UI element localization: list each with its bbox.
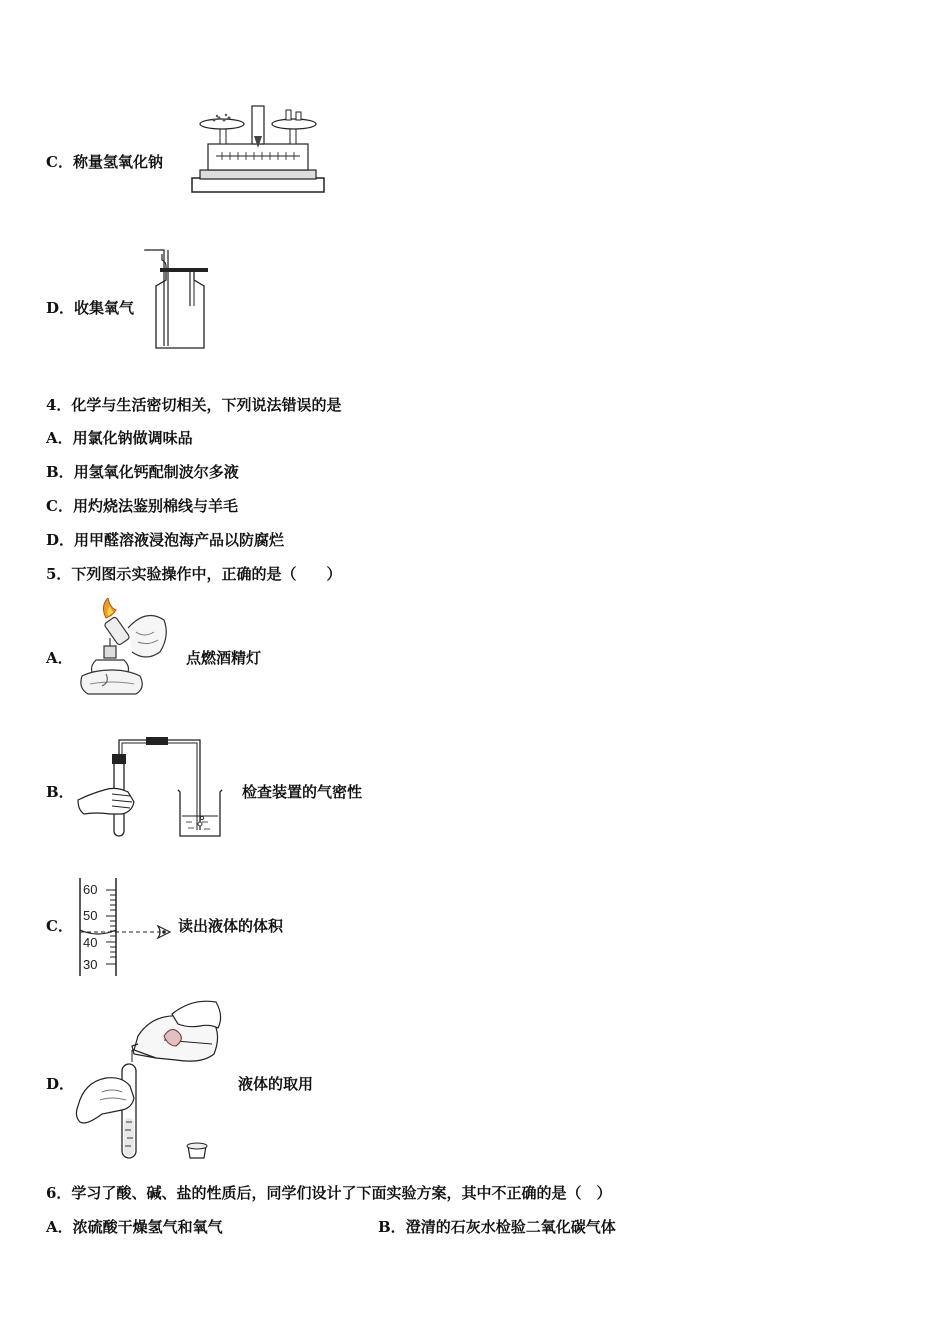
q5-option-c-text: 读出液体的体积 — [178, 917, 284, 935]
q5-stem: 5．下列图示实验操作中，正确的是（ ） — [46, 565, 342, 583]
scale-label-60: 60 — [83, 882, 98, 897]
option-text: 用氢氧化钙配制波尔多液 — [73, 463, 239, 481]
q4-option-a — [46, 428, 193, 448]
q4-option-c — [46, 496, 238, 516]
option-letter: D． — [46, 531, 75, 549]
q5-option-c-letter: C． — [46, 917, 73, 935]
option-letter: C． — [46, 497, 73, 515]
q4-option-b — [46, 462, 239, 482]
q4-stem: 4．化学与生活密切相关，下列说法错误的是 — [46, 396, 342, 414]
airtightness-check-illustration — [76, 730, 226, 840]
option-text: 收集氧气 — [74, 299, 135, 317]
liquid-pouring-illustration — [72, 994, 228, 1164]
option-text: 用氯化钠做调味品 — [72, 429, 193, 447]
q5-option-b-letter: B． — [46, 783, 74, 801]
option-text: 用甲醛溶液浸泡海产品以防腐烂 — [74, 531, 285, 549]
option-letter: A． — [46, 1218, 73, 1236]
option-text: 用灼烧法鉴别棉线与羊毛 — [72, 497, 238, 515]
q5-option-d-text: 液体的取用 — [238, 1075, 314, 1093]
alcohol-lamp-illustration — [72, 598, 172, 702]
q6-option-b — [378, 1217, 616, 1237]
scale-label-50: 50 — [83, 908, 98, 923]
option-text: 澄清的石灰水检验二氧化碳气体 — [405, 1218, 616, 1236]
option-text: 称量氢氧化钠 — [72, 153, 163, 171]
graduated-cylinder-illustration — [74, 876, 178, 978]
q3-option-c — [46, 152, 163, 172]
gas-collection-bottle-illustration — [140, 246, 212, 352]
q3-option-d — [46, 298, 134, 318]
option-letter: A． — [46, 429, 73, 447]
q5-option-d-letter: D． — [46, 1075, 75, 1093]
q6-option-a — [46, 1217, 223, 1237]
q6-stem: 6．学习了酸、碱、盐的性质后，同学们设计了下面实验方案，其中不正确的是（ ） — [46, 1184, 612, 1202]
option-letter: B． — [46, 463, 74, 481]
option-letter: D． — [46, 299, 75, 317]
q5-option-a-letter: A． — [46, 649, 73, 667]
option-text: 浓硫酸干燥氢气和氧气 — [72, 1218, 223, 1236]
q5-option-a-text: 点燃酒精灯 — [186, 649, 262, 667]
balance-illustration — [188, 100, 328, 196]
option-letter: B． — [378, 1218, 406, 1236]
q4-option-d — [46, 530, 284, 550]
scale-label-40: 40 — [83, 935, 98, 950]
scale-label-30: 30 — [83, 957, 98, 972]
q5-option-b-text: 检查装置的气密性 — [242, 783, 363, 801]
option-letter: C． — [46, 153, 73, 171]
